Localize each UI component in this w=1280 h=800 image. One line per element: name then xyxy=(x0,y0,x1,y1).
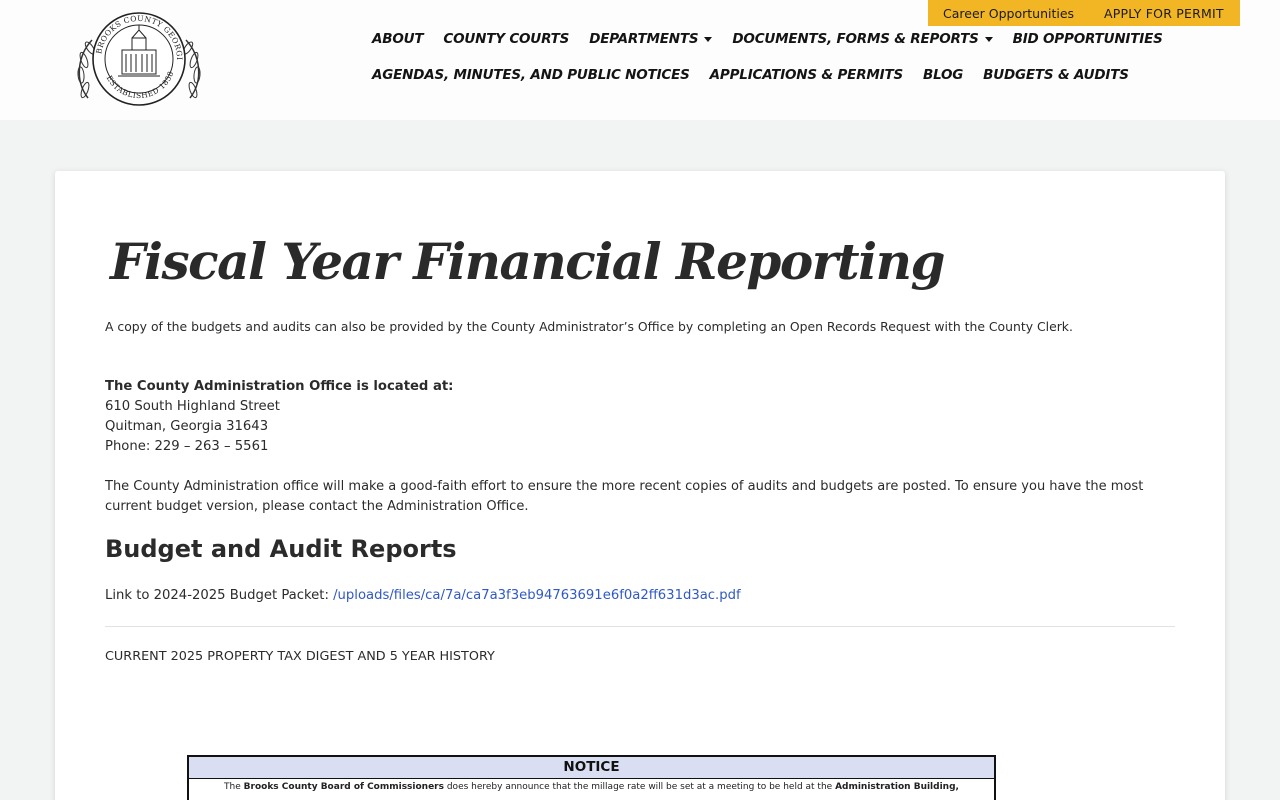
intro-text: A copy of the budgets and audits can also be provided by the County Administrator’s Office by completing an Open Records Request with the County Clerk. xyxy=(105,319,1073,334)
caret-down-icon xyxy=(985,37,993,42)
address-heading: The County Administration Office is located at: xyxy=(105,379,454,394)
nav-item-bid-opportunities[interactable] xyxy=(1013,31,1163,47)
main-nav-row-1 xyxy=(372,31,1183,47)
nav-item-documents-forms-reports[interactable] xyxy=(732,31,992,47)
nav-item-agendas-minutes-and-public-notices[interactable] xyxy=(372,67,690,83)
nav-item-county-courts[interactable] xyxy=(443,31,569,47)
nav-item-label: DOCUMENTS, FORMS & REPORTS xyxy=(732,31,979,47)
budget-packet-label: Link to 2024-2025 Budget Packet: xyxy=(105,588,334,603)
nav-item-blog[interactable] xyxy=(923,67,963,83)
nav-item-label: APPLICATIONS & PERMITS xyxy=(709,67,903,83)
budget-packet-link[interactable]: /uploads/files/ca/7a/ca7a3f3eb94763691e6f0a2ff631d3ac.pdf xyxy=(333,588,741,603)
county-seal-logo[interactable] xyxy=(70,10,208,110)
address-phone: Phone: 229 – 263 – 5561 xyxy=(105,439,269,454)
nav-item-about[interactable] xyxy=(372,31,423,47)
notice-heading: NOTICE xyxy=(189,757,994,779)
nav-item-applications-permits[interactable] xyxy=(710,67,903,83)
nav-item-departments[interactable] xyxy=(589,31,712,47)
tax-digest-heading: CURRENT 2025 PROPERTY TAX DIGEST AND 5 YEAR HISTORY xyxy=(105,649,495,664)
career-opportunities-link[interactable]: Career Opportunities xyxy=(943,5,1075,21)
seal-top-text: BROOKS COUNTY GEORGI xyxy=(94,13,185,61)
caret-down-icon xyxy=(704,37,712,42)
notice-board-name: Brooks County Board of Commissioners xyxy=(243,782,444,792)
utility-bar xyxy=(928,0,1240,26)
nav-item-label: DEPARTMENTS xyxy=(589,31,699,47)
notice-text-1: The xyxy=(224,782,244,792)
divider xyxy=(105,626,1175,627)
disclaimer-text: The County Administration office will make a good-faith effort to ensure the more recent copies of audits and budgets are posted. To ensure you have the most current budget version, please contact the Administration Office. xyxy=(105,479,1144,514)
main-nav-row-2 xyxy=(372,67,1149,83)
seal-bottom-text: ESTABLISHED 1858 xyxy=(104,69,176,101)
page-title: Fiscal Year Financial Reporting xyxy=(110,232,944,291)
notice-location: Administration Building, xyxy=(835,782,959,792)
seal-icon xyxy=(70,10,208,110)
apply-for-permit-link[interactable]: APPLY FOR PERMIT xyxy=(1104,5,1224,21)
nav-item-label: AGENDAS, MINUTES, AND PUBLIC NOTICES xyxy=(372,67,690,83)
notice-document xyxy=(187,755,996,800)
nav-item-label: BID OPPORTUNITIES xyxy=(1012,31,1163,47)
nav-item-label: BUDGETS & AUDITS xyxy=(983,67,1129,83)
address-city: Quitman, Georgia 31643 xyxy=(105,419,269,434)
nav-item-label: ABOUT xyxy=(372,31,424,47)
nav-item-label: BLOG xyxy=(922,67,964,83)
nav-item-label: COUNTY COURTS xyxy=(443,31,570,47)
address-street: 610 South Highland Street xyxy=(105,399,280,414)
section-title: Budget and Audit Reports xyxy=(105,535,457,563)
budget-packet-line xyxy=(105,586,741,606)
notice-body xyxy=(189,779,994,792)
site-header xyxy=(0,0,1280,120)
notice-text-2: does hereby announce that the millage rate will be set at a meeting to be held at the xyxy=(443,782,836,792)
nav-item-budgets-audits[interactable] xyxy=(983,67,1129,83)
